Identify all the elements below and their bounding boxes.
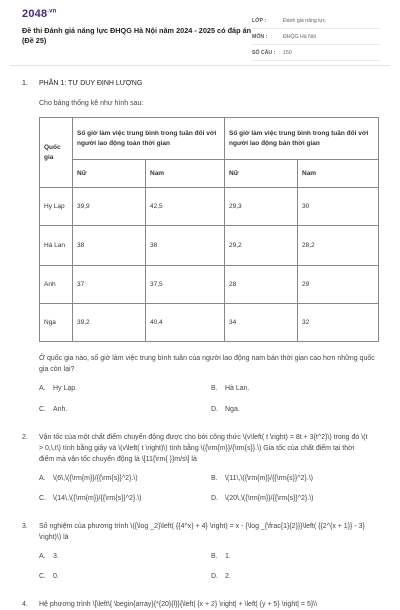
option-b[interactable]: B. 1. xyxy=(211,553,231,560)
question-3-text: Số nghiệm của phương trình \({\log _2}\left( {{4^x} + 4} \right) = x - {\log _{\frac{1}{2}}}\left( {{2^{x + 1}} - 3} \right)\) là xyxy=(39,523,365,541)
exam-content xyxy=(0,66,400,610)
question-2-text: Vận tốc của một chất điểm chuyển động được cho bởi công thức \(v\left( t \right) = 8t + 3{t^2}\) trong đó \(t > 0,\,t\) tính bằng giây và \(v\left( t \right)\) tính bằng \({\rm{m}}/{\rm{s}}.\) Gia tốc của chất điểm tại thời điểm mà vận tốc chuyển động là \[11{\rm{ }}m/s\] là xyxy=(39,434,368,463)
table-row: Nga 39,2 40,4 34 32 xyxy=(40,304,379,342)
question-1-intro: Cho bảng thống kê như hình sau: xyxy=(39,100,144,107)
option-a[interactable]: A. \(6\,\({\rm{m}}/{{\rm{s}}^2}.\) xyxy=(39,475,138,482)
meta-class: LỚP : Đánh giá năng lực xyxy=(252,13,380,29)
sub-header-female: Nữ xyxy=(73,160,146,188)
option-b[interactable]: B. Hà Lan. xyxy=(211,385,250,392)
sub-header-female: Nữ xyxy=(225,160,298,188)
option-d[interactable]: D. \(20\,\({\rm{m}}/{{\rm{s}}^2}.\) xyxy=(211,495,314,502)
group-header-part-time: Số giờ làm việc trung bình trong tuần đối với người lao động bán thời gian xyxy=(225,118,379,160)
option-b[interactable]: B. \(11\,\({\rm{m}}/{{\rm{s}}^2}.\) xyxy=(211,475,313,482)
question-1-options xyxy=(39,384,380,414)
table-row: Hy Lạp 39,9 42,5 29,3 30 xyxy=(40,188,379,226)
section-heading: 1. PHẦN 1: TƯ DUY ĐỊNH LƯỢNG xyxy=(22,80,143,87)
statistics-table xyxy=(39,117,379,342)
option-a[interactable]: A. 3. xyxy=(39,553,59,560)
option-c[interactable]: C. \(14\,\({\rm{m}}/{{\rm{s}}^2}.\) xyxy=(39,495,142,502)
document-title: Đề thi Đánh giá năng lực ĐHQG Hà Nội năm 2024 - 2025 có đáp án (Đề 25) xyxy=(22,26,252,45)
meta-subject: MÔN : ĐHQG Hà Nội xyxy=(252,29,380,45)
exam-meta xyxy=(252,13,380,61)
sub-header-male: Nam xyxy=(146,160,225,188)
col-country-header: Quốc gia xyxy=(40,118,73,188)
question-4 xyxy=(22,599,380,610)
page-header xyxy=(0,0,400,66)
option-c[interactable]: C. 0. xyxy=(39,573,59,580)
question-2-options xyxy=(39,474,380,503)
header-divider xyxy=(10,65,390,66)
question-number: 4. xyxy=(22,601,28,608)
question-1 xyxy=(22,353,380,414)
table-row: Anh 37 37,5 28 29 xyxy=(40,266,379,304)
group-header-full-time: Số giờ làm việc trung bình trong tuần đối với người lao động toàn thời gian xyxy=(73,118,225,160)
site-logo[interactable]: $2048^{.vn}$ xyxy=(22,8,57,20)
table-row: Hà Lan 38 38 29,2 28,2 xyxy=(40,226,379,266)
question-3 xyxy=(22,521,380,581)
option-a[interactable]: A. Hy Lạp. xyxy=(39,385,78,392)
question-3-options xyxy=(39,552,380,581)
option-d[interactable]: D. Nga. xyxy=(211,406,240,413)
question-4-text: Hệ phương trình \[\left\{ \begin{array}{*{20}{l}}{\left| {x + 2} \right| + \left| {y + 5} \right| = 5}\\ xyxy=(39,601,318,608)
question-number: 3. xyxy=(22,523,28,530)
sub-header-male: Nam xyxy=(298,160,379,188)
meta-question-count: SỐ CÂU : 150 xyxy=(252,45,380,61)
option-d[interactable]: D. 2. xyxy=(211,573,231,580)
question-1-text: Ở quốc gia nào, số giờ làm việc trung bình tuần của người lao động nam bán thời gian cao hơn những quốc gia còn lại? xyxy=(39,355,375,373)
question-2 xyxy=(22,432,380,503)
question-number: 2. xyxy=(22,434,28,441)
option-c[interactable]: C. Anh. xyxy=(39,406,68,413)
